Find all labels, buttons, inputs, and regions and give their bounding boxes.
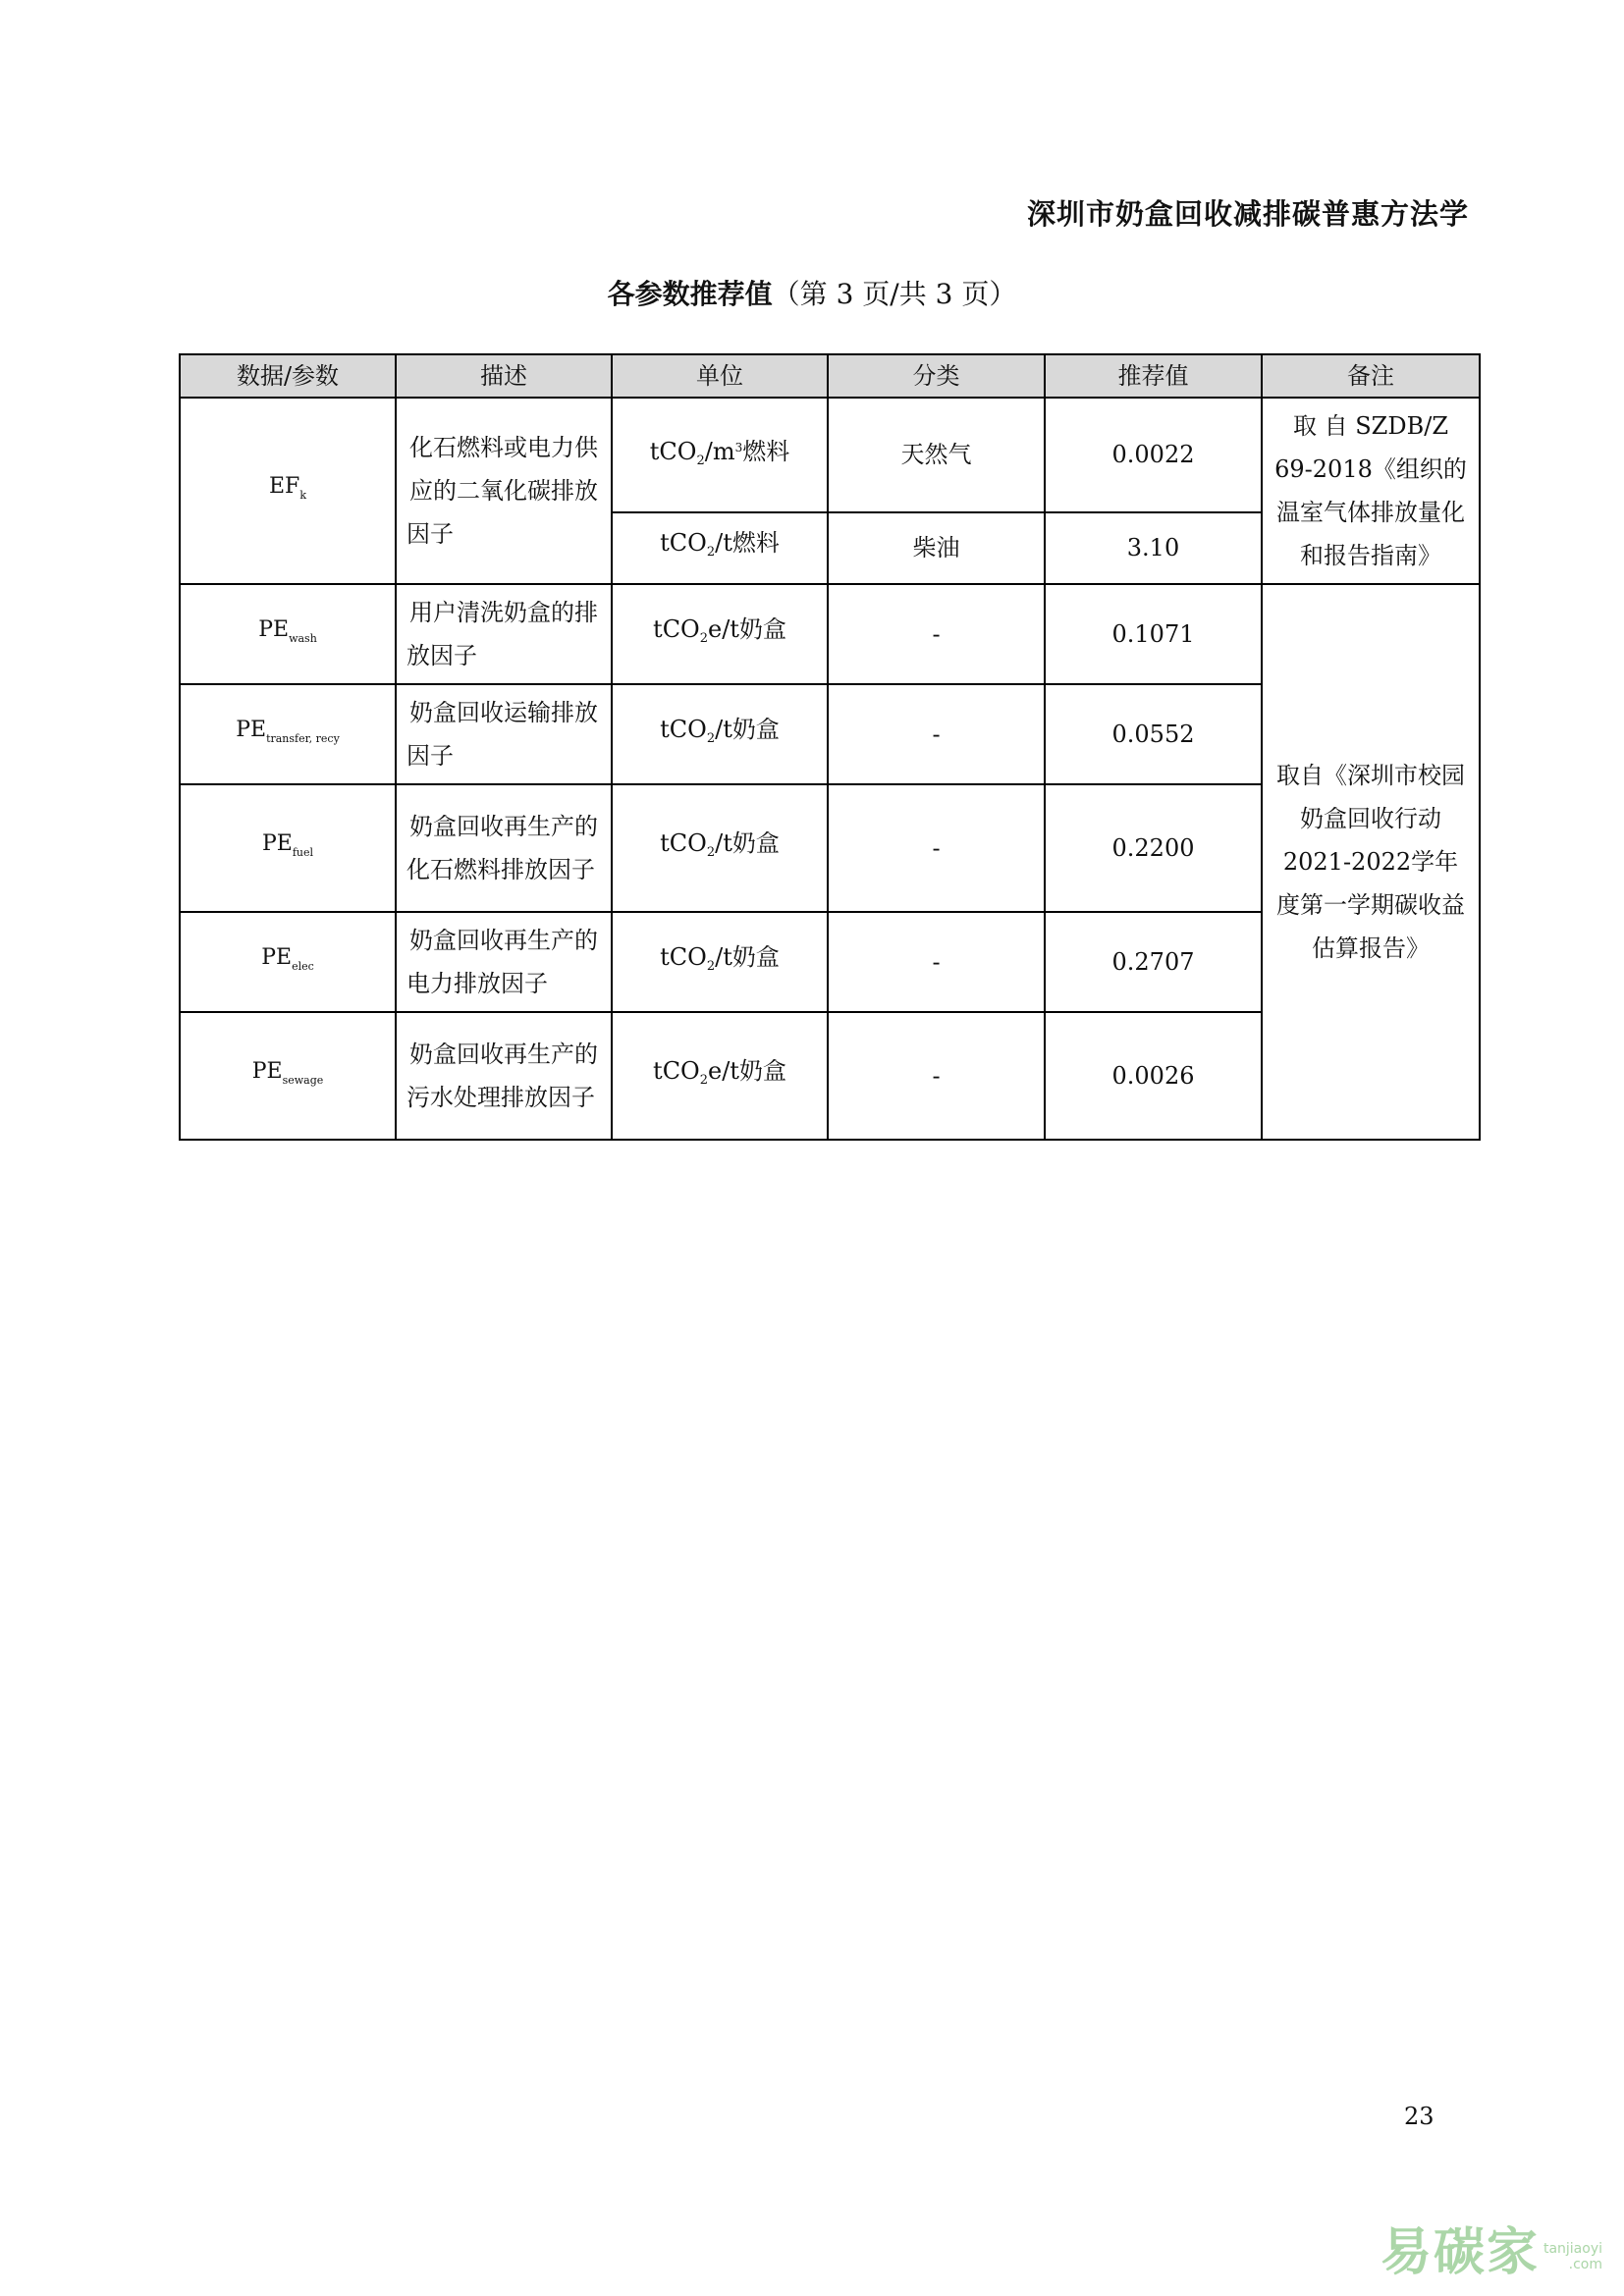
param-unit: tCO$_2$/t燃料 <box>612 512 828 584</box>
table-row <box>180 398 1480 512</box>
param-shared-note: 取自《深圳市校园奶盒回收行动2021-2022学年度第一学期碳收益估算报告》 <box>1262 584 1480 1140</box>
header-remarks: 备注 <box>1262 354 1480 398</box>
param-description: 奶盒回收再生产的污水处理排放因子 <box>396 1012 612 1140</box>
param-category: - <box>828 912 1045 1012</box>
table-title <box>0 273 1624 312</box>
parameters-table <box>179 353 1481 1141</box>
param-unit: $tCO_2/m^3$燃料 <box>612 398 828 512</box>
param-unit: tCO$_2$/t奶盒 <box>612 684 828 784</box>
param-symbol: $EF_k$ <box>180 398 396 584</box>
page-number: 23 <box>1404 2103 1435 2130</box>
table-row <box>180 584 1480 684</box>
param-value: 0.2200 <box>1045 784 1262 912</box>
param-description: 奶盒回收运输排放因子 <box>396 684 612 784</box>
param-unit: tCO$_2$e/t奶盒 <box>612 584 828 684</box>
param-value: 0.0552 <box>1045 684 1262 784</box>
table-title-main: 各参数推荐值 <box>607 278 773 310</box>
header-unit: 单位 <box>612 354 828 398</box>
param-symbol: $PE_{wash}$ <box>180 584 396 684</box>
param-value: 0.1071 <box>1045 584 1262 684</box>
param-unit: tCO$_2$e/t奶盒 <box>612 1012 828 1140</box>
param-description: 奶盒回收再生产的电力排放因子 <box>396 912 612 1012</box>
watermark-logo <box>1380 2211 1602 2284</box>
header-description: 描述 <box>396 354 612 398</box>
param-value: 0.0026 <box>1045 1012 1262 1140</box>
param-symbol: $PE_{elec}$ <box>180 912 396 1012</box>
param-category: - <box>828 784 1045 912</box>
param-symbol: $PE_{transfer, recy}$ <box>180 684 396 784</box>
param-category: - <box>828 1012 1045 1140</box>
header-category: 分类 <box>828 354 1045 398</box>
header-recommended-value: 推荐值 <box>1045 354 1262 398</box>
param-unit: tCO$_2$/t奶盒 <box>612 784 828 912</box>
param-symbol: $PE_{fuel}$ <box>180 784 396 912</box>
param-unit: tCO$_2$/t奶盒 <box>612 912 828 1012</box>
watermark-domain: tanjiaoyi .com <box>1543 2241 1602 2272</box>
param-note: 取 自 SZDB/Z 69-2018《组织的温室气体排放量化和报告指南》 <box>1262 398 1480 584</box>
param-category: 柴油 <box>828 512 1045 584</box>
param-description: 奶盒回收再生产的化石燃料排放因子 <box>396 784 612 912</box>
document-header-title: 深圳市奶盒回收减排碳普惠方法学 <box>1026 197 1469 231</box>
header-parameter: 数据/参数 <box>180 354 396 398</box>
param-category: - <box>828 684 1045 784</box>
param-description: 化石燃料或电力供应的二氧化碳排放因子 <box>396 398 612 584</box>
param-description: 用户清洗奶盒的排放因子 <box>396 584 612 684</box>
param-value: 3.10 <box>1045 512 1262 584</box>
param-value: 0.2707 <box>1045 912 1262 1012</box>
table-title-page-info: （第 3 页/共 3 页） <box>772 278 1017 310</box>
param-value: 0.0022 <box>1045 398 1262 512</box>
table-header-row <box>180 354 1480 398</box>
param-category: 天然气 <box>828 398 1045 512</box>
param-symbol: $PE_{sewage}$ <box>180 1012 396 1140</box>
watermark-text: 易碳家 <box>1380 2223 1540 2282</box>
param-category: - <box>828 584 1045 684</box>
